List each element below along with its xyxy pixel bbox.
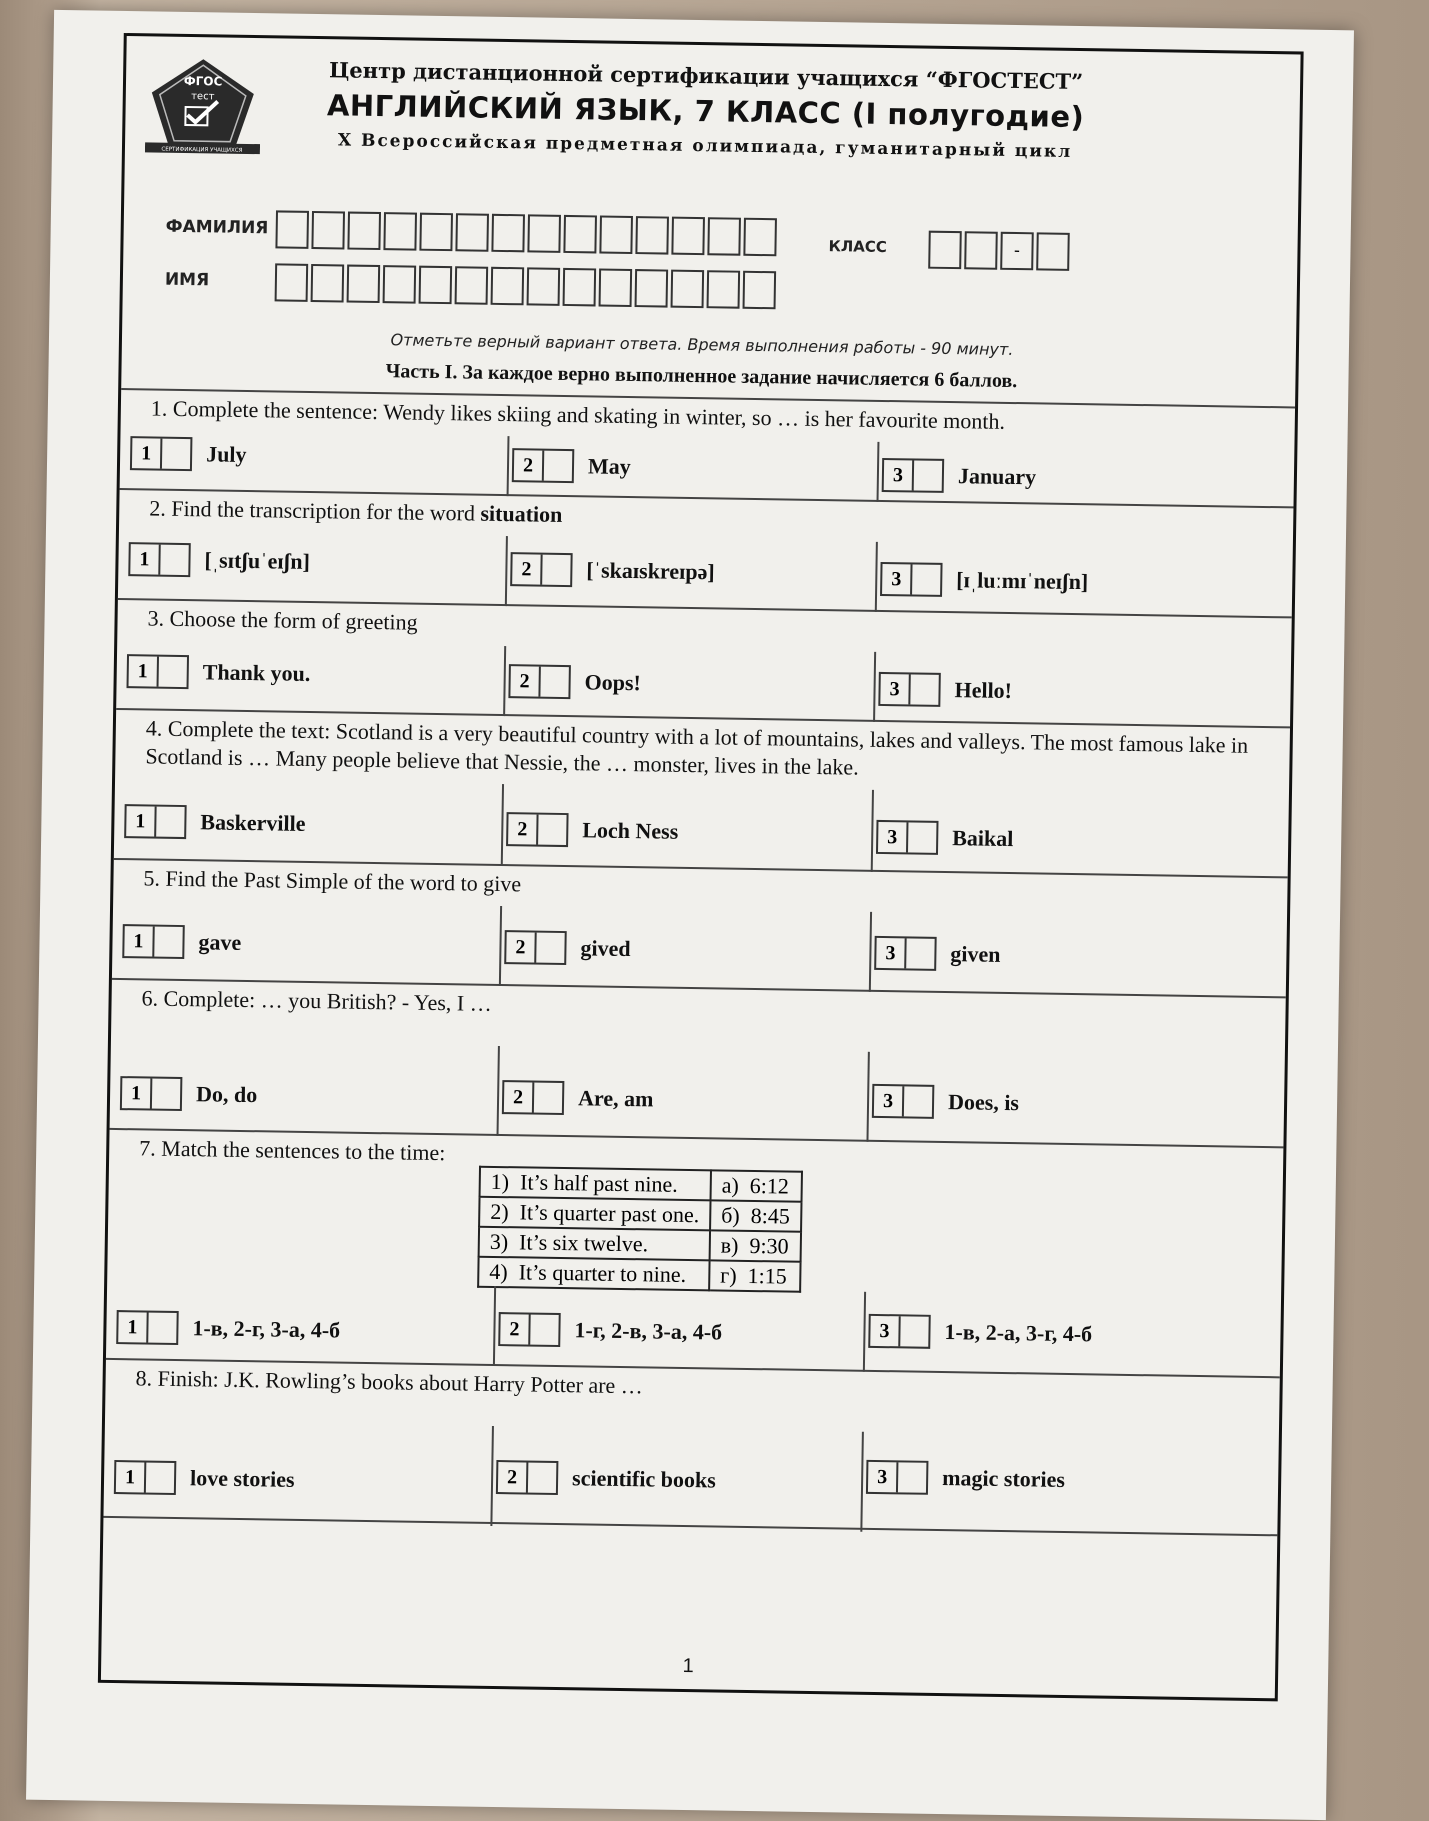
option-label: Does, is xyxy=(947,1089,1020,1116)
divider xyxy=(871,790,874,872)
answer-checkbox[interactable]: 1 xyxy=(130,436,193,471)
divider xyxy=(490,1426,494,1526)
option-label: January xyxy=(957,463,1037,490)
question-number: 7. xyxy=(139,1135,156,1161)
option-label: Baikal xyxy=(952,825,1014,852)
logo-caption: СЕРТИФИКАЦИЯ УЧАЩИХСЯ xyxy=(161,146,243,154)
question-text: Find the transcription for the word xyxy=(171,495,476,526)
answer-checkbox[interactable]: 1 xyxy=(114,1460,177,1495)
center-name: Центр дистанционной сертификации учащихся “ФГОСТЕСТ” xyxy=(328,57,1084,95)
option-label: Loch Ness xyxy=(582,817,679,844)
olympiad-title: X Всероссийская предметная олимпиада, гуманитарный цикл xyxy=(337,130,1073,162)
option-2[interactable] xyxy=(504,930,631,966)
question-text: Match the sentences to the time: xyxy=(161,1135,446,1166)
answer-checkbox[interactable]: 3 xyxy=(876,820,939,855)
answer-checkbox[interactable]: 2 xyxy=(508,664,571,699)
matching-table xyxy=(477,1166,802,1293)
option-3[interactable] xyxy=(880,562,1088,599)
question-7 xyxy=(106,1128,1283,1376)
question-number: 1. xyxy=(150,395,168,421)
answer-checkbox[interactable]: 3 xyxy=(878,672,941,707)
logo-text-test: тест xyxy=(191,91,215,103)
name-label: ИМЯ xyxy=(164,269,210,291)
option-1[interactable] xyxy=(128,542,310,579)
option-label: Thank you. xyxy=(202,659,311,687)
option-label: Are, am xyxy=(577,1085,654,1112)
option-1[interactable] xyxy=(124,804,306,841)
question-text: Find the Past Simple of the word to give xyxy=(165,865,522,897)
question-text: Choose the form of greeting xyxy=(169,605,418,635)
divider xyxy=(873,652,876,722)
question-3 xyxy=(116,598,1292,726)
option-label: [ɪˌluːmɪˈneɪʃn] xyxy=(956,567,1089,595)
option-2[interactable] xyxy=(512,448,631,484)
fgos-test-logo xyxy=(145,54,262,156)
answer-checkbox[interactable]: 2 xyxy=(510,552,573,587)
option-label: May xyxy=(587,453,631,480)
option-2[interactable] xyxy=(502,1080,654,1116)
divider xyxy=(505,536,508,606)
option-label: Do, do xyxy=(195,1081,258,1108)
name-input[interactable] xyxy=(275,263,780,309)
option-2[interactable] xyxy=(496,1460,716,1497)
answer-checkbox[interactable]: 1 xyxy=(128,542,191,577)
option-3[interactable] xyxy=(878,672,1012,708)
answer-checkbox[interactable]: 1 xyxy=(126,654,189,689)
option-label: magic stories xyxy=(941,1465,1066,1492)
surname-label: ФАМИЛИЯ xyxy=(165,216,269,239)
class-separator: - xyxy=(1000,232,1034,271)
option-label: 1-г, 2-в, 3-а, 4-б xyxy=(574,1317,723,1345)
answer-checkbox[interactable]: 1 xyxy=(122,924,185,959)
instructions: Отметьте верный вариант ответа. Время выполнения работы - 90 минут. xyxy=(390,330,1014,360)
option-label: [ˌsɪtʃuˈeɪʃn] xyxy=(204,547,311,574)
class-label: КЛАСС xyxy=(828,237,888,257)
divider xyxy=(860,1432,864,1532)
option-label: scientific books xyxy=(571,1465,716,1493)
answer-checkbox[interactable]: 3 xyxy=(874,936,937,971)
divider xyxy=(501,784,504,866)
page-frame xyxy=(98,33,1304,1701)
header xyxy=(275,56,1136,162)
question-text: Complete the sentence: Wendy likes skiing and skating in winter, so … is her favourite month. xyxy=(172,395,1006,434)
answer-checkbox[interactable]: 3 xyxy=(872,1084,935,1119)
part-title: Часть I. За каждое верно выполненное задание начисляется 6 баллов. xyxy=(385,360,1018,393)
question-number: 3. xyxy=(147,605,165,631)
question-5 xyxy=(112,858,1288,996)
divider xyxy=(866,1052,869,1142)
option-2[interactable] xyxy=(510,552,715,589)
option-label: July xyxy=(205,441,247,467)
answer-checkbox[interactable]: 2 xyxy=(506,812,569,847)
option-label: Baskerville xyxy=(200,809,306,836)
option-3[interactable] xyxy=(876,820,1014,856)
question-number: 4. xyxy=(145,715,163,741)
divider xyxy=(875,542,878,612)
answer-checkbox[interactable]: 1 xyxy=(124,804,187,839)
option-label: gived xyxy=(580,935,631,962)
table-row: 1) It’s half past nine. а) 6:12 xyxy=(480,1167,802,1202)
option-label: 1-в, 2-а, 3-г, 4-б xyxy=(944,1319,1093,1347)
option-1[interactable] xyxy=(114,1460,295,1497)
answer-sheet xyxy=(26,10,1354,1820)
question-text: Complete the text: Scotland is a very beautiful country with a lot of mountains, lakes and valleys. The most famous lake in Scotland is … Many people believe that Nessie, the … monster, lives in the lake. xyxy=(145,715,1249,780)
question-2 xyxy=(118,488,1294,616)
option-1[interactable] xyxy=(116,1310,340,1348)
question-6 xyxy=(110,978,1286,1146)
answer-checkbox[interactable]: 3 xyxy=(880,562,943,597)
option-1[interactable] xyxy=(122,924,241,960)
answer-checkbox[interactable]: 2 xyxy=(502,1080,565,1115)
answer-checkbox[interactable]: 2 xyxy=(498,1312,561,1347)
question-number: 2. xyxy=(149,495,167,521)
question-number: 8. xyxy=(135,1365,153,1391)
option-label: Oops! xyxy=(584,669,642,696)
answer-checkbox[interactable]: 3 xyxy=(882,458,945,493)
question-word: situation xyxy=(480,500,563,527)
option-label: love stories xyxy=(189,1465,295,1492)
option-3[interactable] xyxy=(874,936,1001,972)
answer-checkbox[interactable]: 1 xyxy=(120,1076,183,1111)
option-3[interactable] xyxy=(882,458,1037,494)
option-label: [ˈskaɪskreɪpə] xyxy=(586,557,715,585)
answer-checkbox[interactable]: 2 xyxy=(504,930,567,965)
option-3[interactable] xyxy=(866,1460,1065,1497)
surname-input[interactable] xyxy=(275,210,780,256)
table-row: 2) It’s quarter past one. б) 8:45 xyxy=(479,1197,801,1232)
option-1[interactable] xyxy=(126,654,310,691)
option-1[interactable] xyxy=(130,436,247,472)
option-label: gave xyxy=(198,929,242,955)
answer-checkbox[interactable]: 3 xyxy=(868,1314,931,1349)
answer-checkbox[interactable]: 2 xyxy=(496,1460,559,1495)
logo-text-fgos: ФГОС xyxy=(183,73,223,89)
option-1[interactable] xyxy=(120,1076,258,1112)
question-1 xyxy=(120,388,1295,506)
answer-checkbox[interactable]: 2 xyxy=(512,448,575,483)
divider xyxy=(493,1286,496,1366)
question-8 xyxy=(103,1358,1279,1536)
divider xyxy=(869,912,872,992)
answer-checkbox[interactable]: 1 xyxy=(116,1310,179,1345)
page-number: 1 xyxy=(682,1654,694,1678)
option-3[interactable] xyxy=(868,1314,1092,1352)
divider xyxy=(497,1046,500,1136)
question-number: 5. xyxy=(143,865,161,891)
question-4 xyxy=(114,708,1290,876)
question-text: Finish: J.K. Rowling’s books about Harry Potter are … xyxy=(157,1365,643,1399)
question-text: Complete: … you British? - Yes, I … xyxy=(163,985,492,1016)
table-row: 4) It’s quarter to nine. г) 1:15 xyxy=(478,1257,800,1292)
option-2[interactable] xyxy=(506,812,678,849)
option-3[interactable] xyxy=(872,1084,1019,1120)
page-title: АНГЛИЙСКИЙ ЯЗЫК, 7 КЛАСС (I полугодие) xyxy=(326,88,1085,135)
option-label: Hello! xyxy=(954,677,1013,704)
answer-checkbox[interactable]: 3 xyxy=(866,1460,929,1495)
class-input[interactable] xyxy=(928,231,1073,271)
divider xyxy=(507,436,510,496)
option-2[interactable] xyxy=(498,1312,722,1350)
divider xyxy=(503,646,506,716)
divider xyxy=(863,1292,866,1372)
divider xyxy=(499,906,502,986)
option-2[interactable] xyxy=(508,664,641,700)
option-label: given xyxy=(950,941,1001,967)
table-row: 3) It’s six twelve. в) 9:30 xyxy=(479,1227,801,1262)
question-number: 6. xyxy=(141,985,159,1011)
divider xyxy=(877,442,880,502)
option-label: 1-в, 2-г, 3-а, 4-б xyxy=(192,1315,341,1343)
